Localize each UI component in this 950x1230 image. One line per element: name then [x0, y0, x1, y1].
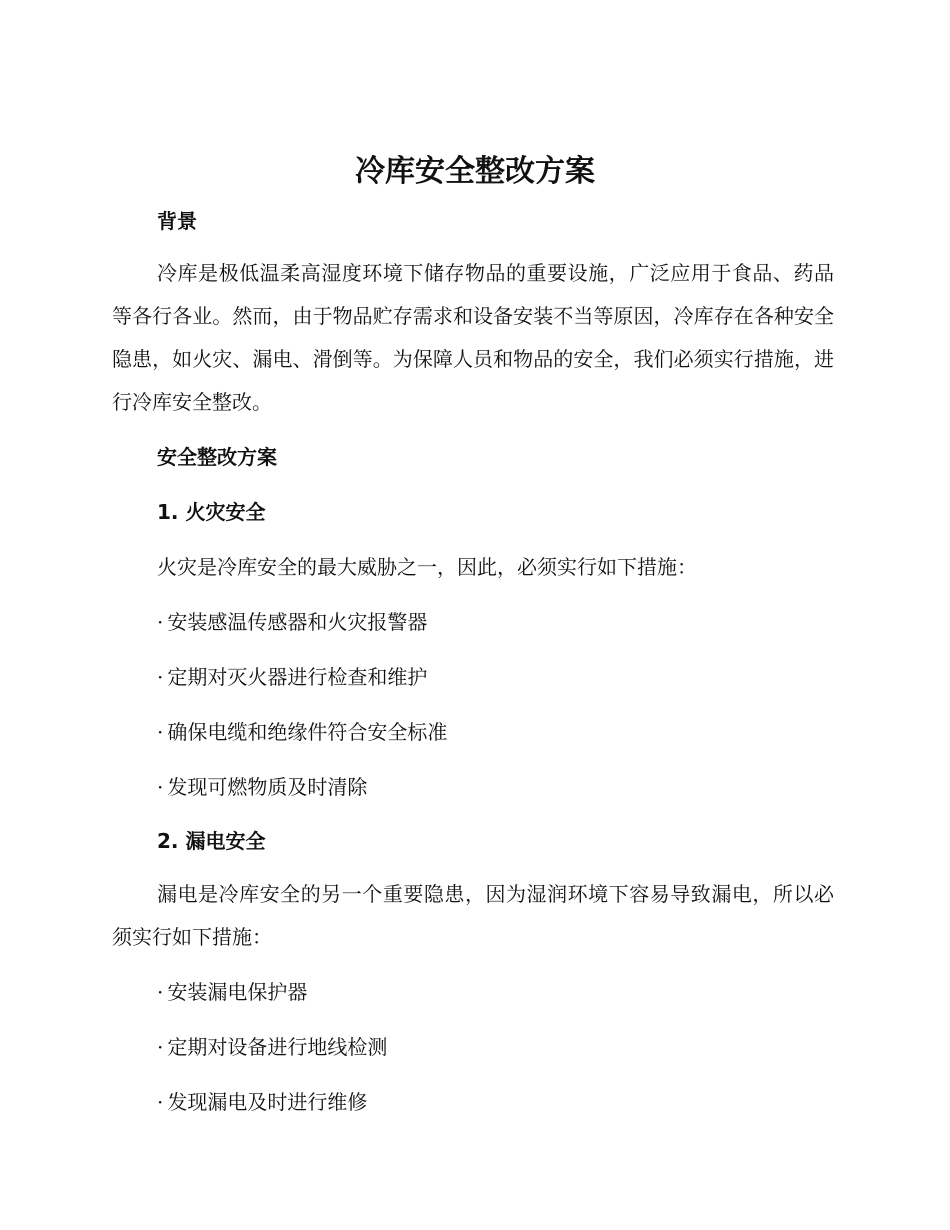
bullet-symbol: ·	[157, 665, 164, 689]
fire-bullet-item	[157, 717, 447, 747]
leak-bullet-text: 定期对设备进行地线检测	[167, 1035, 388, 1059]
bullet-symbol: ·	[157, 720, 164, 744]
fire-bullet-text: 发现可燃物质及时清除	[167, 775, 368, 799]
document-title: 冷库安全整改方案	[355, 154, 595, 189]
subsection-heading-leak: 2. 漏电安全	[157, 829, 266, 853]
leak-bullet-item	[157, 1087, 367, 1117]
fire-intro-text: 火灾是冷库安全的最大威胁之一，因此，必须实行如下措施：	[157, 555, 697, 579]
fire-bullet-text: 定期对灭火器进行检查和维护	[167, 665, 428, 689]
background-paragraph: 冷库是极低温柔高湿度环境下储存物品的重要设施，广泛应用于食品、药品等各行各业。然而，由于物品贮存需求和设备安装不当等原因，冷库存在各种安全隐患，如火灾、漏电、滑倒等。为保障人员和物品的安全，我们必须实行措施，进行冷库安全整改。	[112, 261, 834, 414]
bullet-symbol: ·	[157, 1090, 164, 1114]
section-heading-background: 背景	[157, 209, 197, 233]
bullet-symbol: ·	[157, 610, 164, 634]
fire-bullet-item	[157, 662, 427, 692]
leak-intro-paragraph: 漏电是冷库安全的另一个重要隐患，因为湿润环境下容易导致漏电，所以必须实行如下措施：	[112, 882, 834, 949]
fire-bullet-item	[157, 607, 427, 637]
leak-bullet-item	[157, 977, 307, 1007]
bullet-symbol: ·	[157, 775, 164, 799]
leak-bullet-text: 安装漏电保护器	[167, 980, 308, 1004]
fire-bullet-text: 确保电缆和绝缘件符合安全标准	[167, 720, 448, 744]
section-heading-plan: 安全整改方案	[157, 445, 277, 469]
leak-bullet-text: 发现漏电及时进行维修	[167, 1090, 368, 1114]
leak-bullet-item	[157, 1032, 387, 1062]
bullet-symbol: ·	[157, 980, 164, 1004]
bullet-symbol: ·	[157, 1035, 164, 1059]
fire-bullet-item	[157, 772, 367, 802]
subsection-heading-fire: 1. 火灾安全	[157, 500, 266, 524]
fire-bullet-text: 安装感温传感器和火灾报警器	[167, 610, 428, 634]
